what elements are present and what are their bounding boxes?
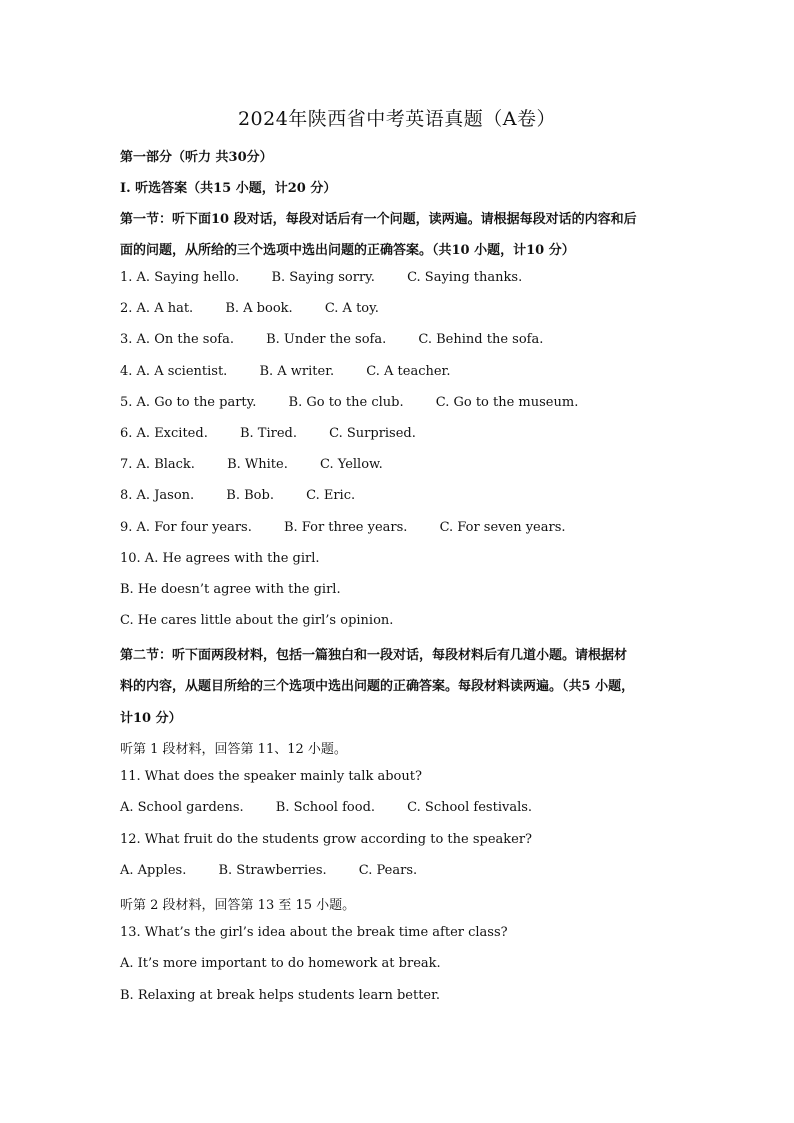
- question-11: [120, 800, 680, 815]
- q6-option-a: 6. A. Excited.: [120, 426, 208, 441]
- question-2: [120, 301, 680, 316]
- q6-option-c: C. Surprised.: [329, 426, 416, 441]
- sub2-instruction-3: 计10 分）: [120, 711, 182, 726]
- question-12-stem: 12. What fruit do the students grow according to the speaker?: [120, 832, 533, 847]
- q10-option-c: C. He cares little about the girl’s opinion.: [120, 613, 394, 628]
- q2-option-c: C. A toy.: [324, 301, 379, 316]
- question-11-stem: 11. What does the speaker mainly talk about?: [120, 769, 422, 784]
- q10-option-a: 10. A. He agrees with the girl.: [120, 551, 320, 566]
- q13-option-b: B. Relaxing at break helps students learn better.: [120, 988, 441, 1003]
- q8-option-c: C. Eric.: [306, 488, 356, 503]
- sub1-instruction-1: 第一节：听下面10 段对话，每段对话后有一个问题，读两遍。请根据每段对话的内容和后: [120, 212, 637, 227]
- question-5: [120, 395, 680, 410]
- q3-option-c: C. Behind the sofa.: [418, 332, 544, 347]
- sub1-instruction-2: 面的问题，从所给的三个选项中选出问题的正确答案。（共10 小题，计10 分）: [120, 243, 575, 258]
- q11-option-a: A. School gardens.: [120, 800, 244, 815]
- q1-option-b: B. Saying sorry.: [271, 270, 375, 285]
- q10-option-b: B. He doesn’t agree with the girl.: [120, 582, 341, 597]
- page-title: 2024年陕西省中考英语真题（A卷）: [237, 108, 557, 130]
- q7-option-a: 7. A. Black.: [120, 457, 195, 472]
- q5-option-b: B. Go to the club.: [288, 395, 404, 410]
- material1-intro: 听第 1 段材料，回答第 11、12 小题。: [120, 742, 347, 757]
- q1-option-c: C. Saying thanks.: [407, 270, 523, 285]
- question-12: [120, 863, 680, 878]
- q8-option-a: 8. A. Jason.: [120, 488, 195, 503]
- q12-option-b: B. Strawberries.: [218, 863, 327, 878]
- q11-option-c: C. School festivals.: [407, 800, 533, 815]
- q5-option-a: 5. A. Go to the party.: [120, 395, 257, 410]
- q4-option-c: C. A teacher.: [366, 364, 451, 379]
- q12-option-c: C. Pears.: [358, 863, 418, 878]
- material2-intro: 听第 2 段材料，回答第 13 至 15 小题。: [120, 898, 356, 913]
- section1-heading: Ⅰ. 听选答案（共15 小题，计20 分）: [120, 181, 337, 196]
- q2-option-a: 2. A. A hat.: [120, 301, 194, 316]
- part1-heading: 第一部分（听力 共30分）: [120, 150, 273, 165]
- sub2-instruction-1: 第二节：听下面两段材料，包括一篇独白和一段对话，每段材料后有几道小题。请根据材: [120, 648, 628, 663]
- question-9: [120, 520, 680, 535]
- q4-option-b: B. A writer.: [259, 364, 335, 379]
- q7-option-b: B. White.: [227, 457, 288, 472]
- q3-option-b: B. Under the sofa.: [266, 332, 387, 347]
- question-6: [120, 426, 680, 441]
- q12-option-a: A. Apples.: [120, 863, 187, 878]
- q9-option-a: 9. A. For four years.: [120, 520, 252, 535]
- question-1: [120, 270, 680, 285]
- q11-option-b: B. School food.: [275, 800, 376, 815]
- question-7: [120, 457, 680, 472]
- q3-option-a: 3. A. On the sofa.: [120, 332, 234, 347]
- q7-option-c: C. Yellow.: [320, 457, 383, 472]
- question-8: [120, 488, 680, 503]
- question-3: [120, 332, 680, 347]
- q8-option-b: B. Bob.: [226, 488, 274, 503]
- q2-option-b: B. A book.: [225, 301, 293, 316]
- q13-option-a: A. It’s more important to do homework at break.: [120, 956, 441, 971]
- question-13-stem: 13. What’s the girl’s idea about the break time after class?: [120, 925, 508, 940]
- sub2-instruction-2: 料的内容，从题目所给的三个选项中选出问题的正确答案。每段材料读两遍。（共5 小题，: [120, 679, 635, 694]
- question-4: [120, 364, 680, 379]
- q6-option-b: B. Tired.: [239, 426, 297, 441]
- q5-option-c: C. Go to the museum.: [435, 395, 579, 410]
- q9-option-c: C. For seven years.: [439, 520, 566, 535]
- q4-option-a: 4. A. A scientist.: [120, 364, 228, 379]
- q9-option-b: B. For three years.: [283, 520, 408, 535]
- q1-option-a: 1. A. Saying hello.: [120, 270, 240, 285]
